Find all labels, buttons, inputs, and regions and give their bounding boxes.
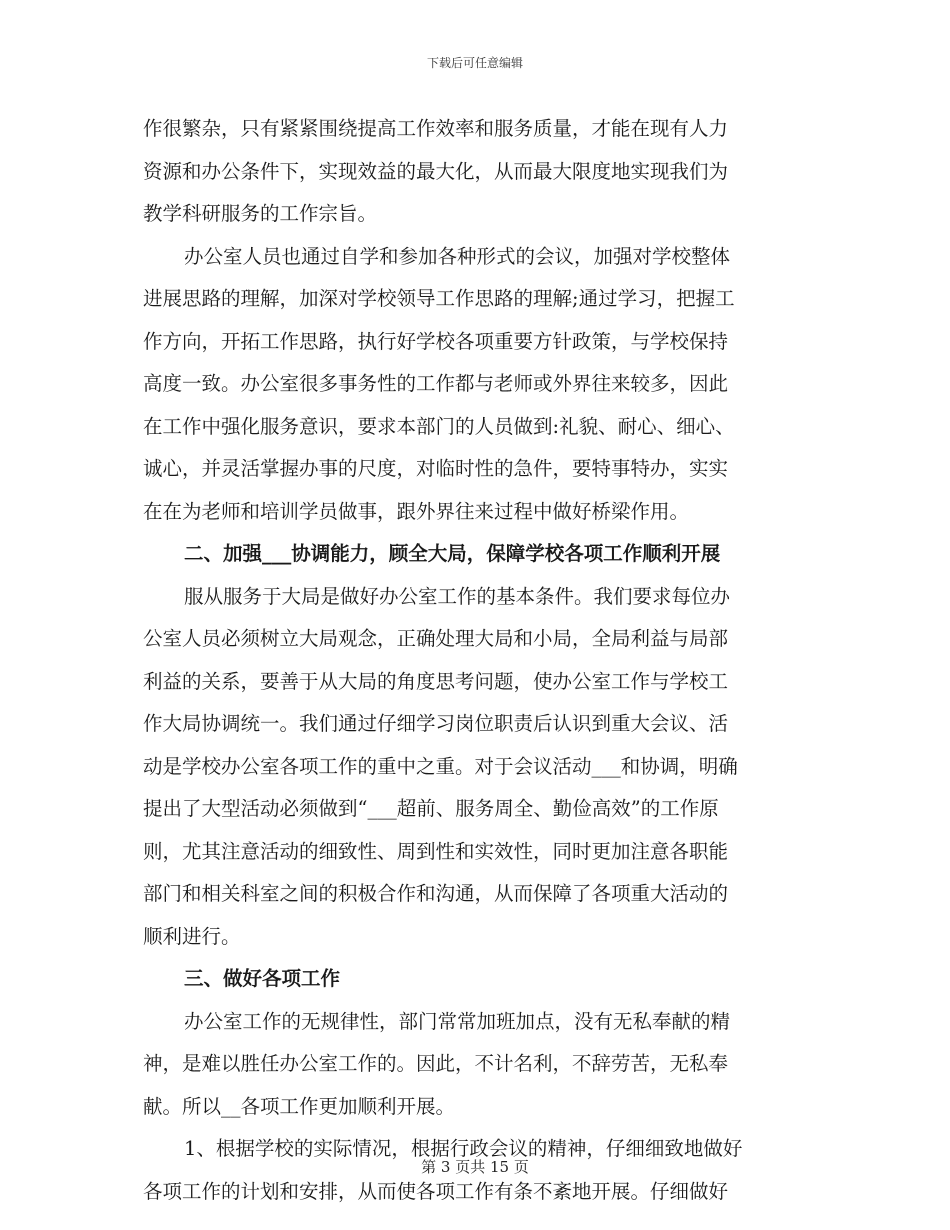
- text-line: 教学科研服务的工作宗旨。: [143, 202, 378, 225]
- text-line: 高度一致。办公室很多事务性的工作都与老师或外界往来较多，因此: [143, 372, 729, 395]
- text-line: 在在为老师和培训学员做事，跟外界往来过程中做好桥梁作用。: [143, 499, 690, 523]
- text-line: 则，尤其注意活动的细致性、周到性和实效性，同时更加注意各职能: [143, 839, 729, 863]
- page-footer: 第 3 页共 15 页: [421, 1158, 529, 1176]
- text-line: 提出了大型活动必须做到“___超前、服务周全、勤俭高效”的工作原: [143, 797, 719, 820]
- text-line: 神，是难以胜任办公室工作的。因此，不计名利，不辞劳苦，无私奉: [143, 1052, 729, 1075]
- text-line: 作大局协调统一。我们通过仔细学习岗位职责后认识到重大会议、活: [143, 712, 729, 735]
- text-line: 献。所以__各项工作更加顺利开展。: [143, 1094, 456, 1118]
- text-line: 在工作中强化服务意识，要求本部门的人员做到:礼貌、耐心、细心、: [143, 414, 735, 438]
- text-line: 服从服务于大局是做好办公室工作的基本条件。我们要求每位办: [184, 584, 731, 608]
- section-heading: 二、加强___协调能力，顾全大局，保障学校各项工作顺利开展: [184, 542, 721, 565]
- section-heading: 三、做好各项工作: [184, 967, 341, 990]
- text-line: 办公室人员也通过自学和参加各种形式的会议，加强对学校整体: [184, 244, 731, 268]
- text-line: 进展思路的理解，加深对学校领导工作思路的理解;通过学习，把握工: [143, 287, 735, 310]
- text-line: 资源和办公条件下，实现效益的最大化，从而最大限度地实现我们为: [143, 159, 729, 183]
- text-line: 动是学校办公室各项工作的重中之重。对于会议活动___和协调，明确: [143, 754, 738, 778]
- text-line: 办公室工作的无规律性，部门常常加班加点，没有无私奉献的精: [184, 1009, 731, 1033]
- text-line: 各项工作的计划和安排，从而使各项工作有条不紊地开展。仔细做好: [143, 1179, 729, 1203]
- text-line: 顺利进行。: [143, 924, 241, 948]
- text-line: 利益的关系，要善于从大局的角度思考问题，使办公室工作与学校工: [143, 669, 729, 693]
- text-line: 诚心，并灵活掌握办事的尺度，对临时性的急件，要特事特办，实实: [143, 457, 729, 480]
- text-line: 作很繁杂，只有紧紧围绕提高工作效率和服务质量，才能在现有人力: [143, 117, 729, 140]
- document-body: [143, 108, 803, 1213]
- text-line: 作方向，开拓工作思路，执行好学校各项重要方针政策，与学校保持: [143, 329, 729, 353]
- text-line: 部门和相关科室之间的积极合作和沟通，从而保障了各项重大活动的: [143, 882, 729, 905]
- text-line: 1、根据学校的实际情况，根据行政会议的精神，仔细细致地做好: [184, 1137, 743, 1160]
- text-line: 公室人员必须树立大局观念，正确处理大局和小局，全局利益与局部: [143, 627, 729, 650]
- page-header: 下载后可任意编辑: [426, 56, 523, 70]
